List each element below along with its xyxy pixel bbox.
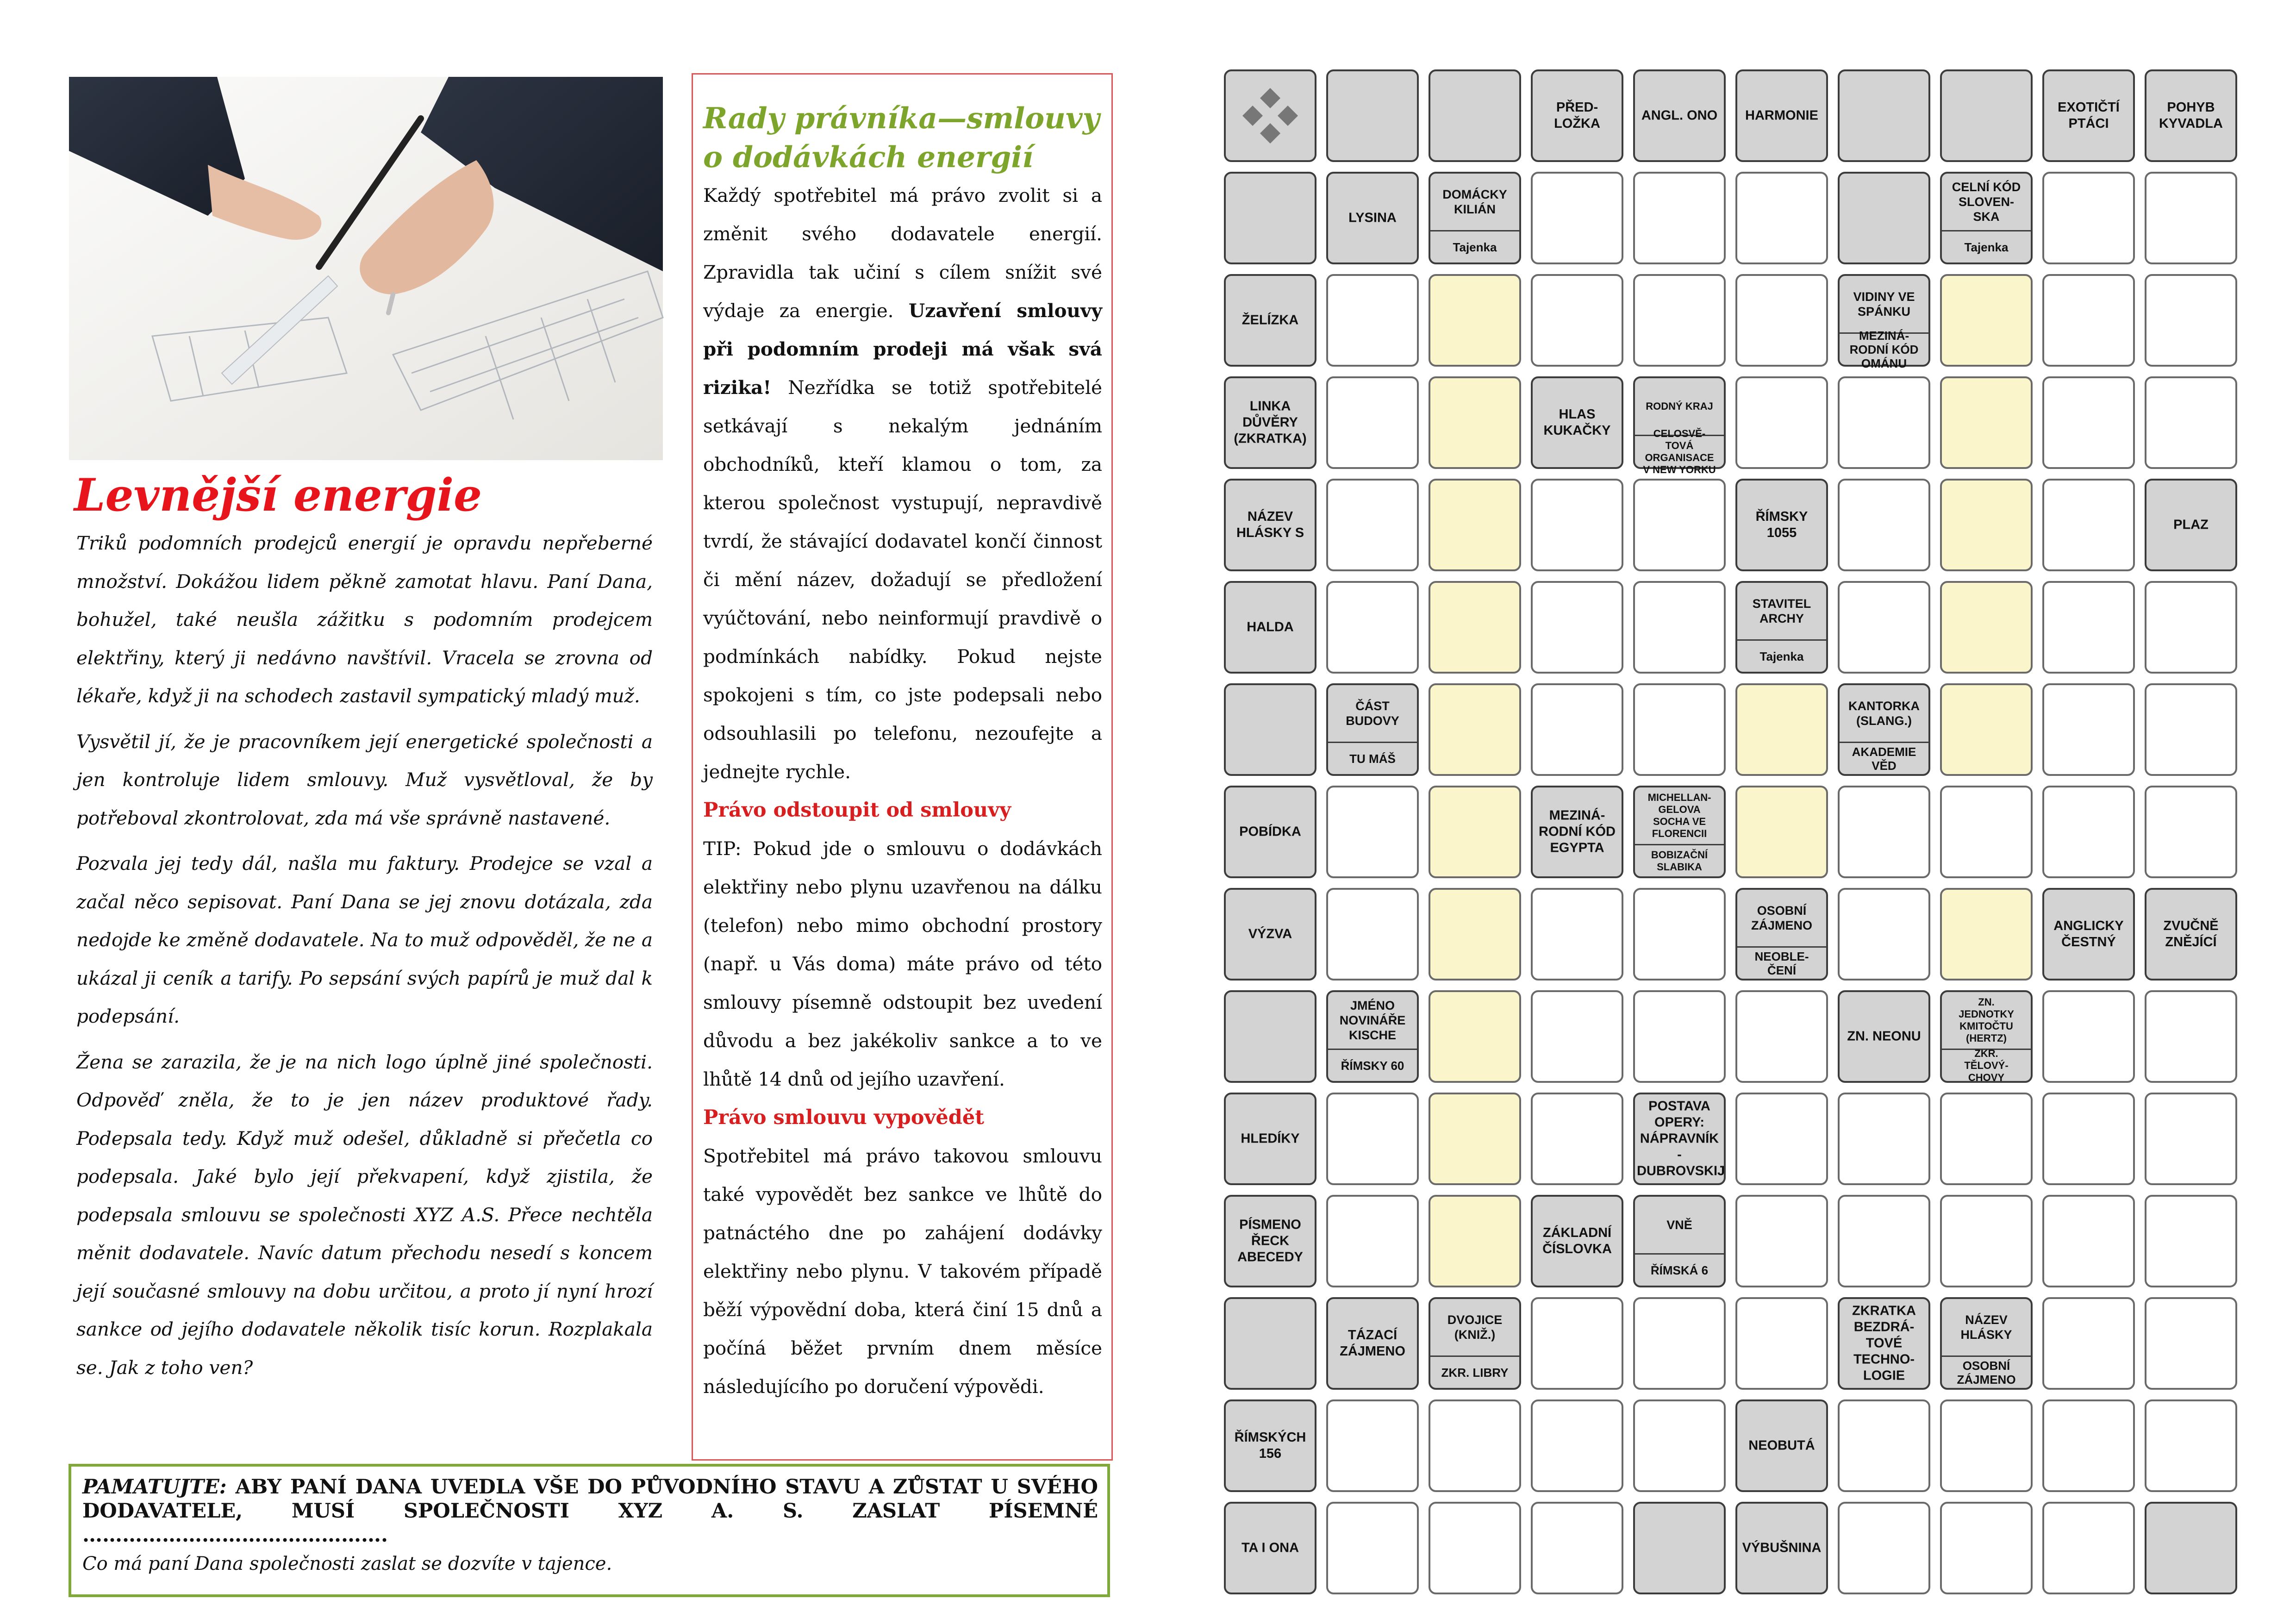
clue-text-bottom: Tajenka [1453, 240, 1497, 254]
logo-diamond [1260, 123, 1280, 144]
clue-text: LINKA DŮVĚRY (ZKRATKA) [1234, 399, 1307, 446]
answer-cell[interactable] [2145, 683, 2237, 776]
answer-cell[interactable] [1633, 1399, 1726, 1492]
remember-statement [82, 1475, 1098, 1523]
clue-text-top: NÁZEV HLÁSKY [1942, 1299, 2031, 1357]
solution-cell[interactable] [1735, 683, 1828, 776]
clue-cell [1224, 1093, 1316, 1185]
clue-cell [1224, 274, 1316, 367]
answer-cell[interactable] [2042, 274, 2135, 367]
answer-cell[interactable] [1940, 786, 2033, 878]
answer-cell[interactable] [1735, 1093, 1828, 1185]
blank-clue-cell [1838, 69, 1930, 162]
clue-text: HLEDÍKY [1241, 1131, 1300, 1146]
terminate-text: Spotřebitel má právo takovou smlouvu také vypovědět bez sankce ve lhůtě do patnáctého dne po zahájení dodávky elektřiny nebo plynu. V takovém případě běží výpovědní doba, která činí 15 dnů a počíná běžet prvním dnem měsíce následujícího po doručení výpovědi. [703, 1145, 1102, 1398]
clue-cell [1838, 1297, 1930, 1390]
clue-text-top: VNĚ [1635, 1197, 1724, 1255]
clue-text: POHYB KYVADLA [2159, 100, 2223, 131]
clue-text: LYSINA [1348, 210, 1397, 225]
answer-cell[interactable] [1326, 888, 1419, 981]
double-clue-cell [1429, 172, 1521, 264]
answer-cell[interactable] [1326, 1195, 1419, 1287]
clue-cell [1735, 1399, 1828, 1492]
clue-text: HARMONIE [1745, 108, 1818, 123]
clue-cell [1633, 1093, 1726, 1185]
clue-text: POBÍDKA [1239, 824, 1301, 839]
clue-text: PÍSMENO ŘECK ABECEDY [1237, 1217, 1303, 1265]
answer-cell[interactable] [2042, 1093, 2135, 1185]
answer-cell[interactable] [1531, 1502, 1623, 1594]
answer-cell[interactable] [1633, 990, 1726, 1083]
clue-text: HALDA [1247, 619, 1294, 635]
answer-cell[interactable] [1633, 683, 1726, 776]
answer-cell[interactable] [1940, 1195, 2033, 1287]
solution-cell[interactable] [1429, 376, 1521, 469]
clue-cell [1224, 1195, 1316, 1287]
double-clue-cell [1838, 274, 1930, 370]
answer-cell[interactable] [1326, 1093, 1419, 1185]
clue-cell [1531, 376, 1623, 469]
remember-question: Co má paní Dana společnosti zaslat se dozvíte v tajence. [82, 1553, 612, 1574]
clue-text-bottom: MEZINÁ- RODNÍ KÓD OMÁNU [1849, 328, 1919, 370]
double-clue-cell [1633, 786, 1726, 878]
clue-text-bottom: Tajenka [1759, 649, 1804, 663]
solution-cell[interactable] [1735, 786, 1828, 878]
advice-intro-text: Každý spotřebitel má právo zvolit si a změnit svého dodavatele energií. Zpravidla tak učiní s cílem snížit své výdaje za energie. [703, 184, 1102, 322]
answer-cell[interactable] [1326, 479, 1419, 571]
blank-clue-cell [1838, 172, 1930, 264]
answer-cell[interactable] [1735, 1297, 1828, 1390]
diamond-logo-icon [1226, 71, 1315, 160]
advice-intro-text-cont: Nezřídka se totiž spotřebitelé setkávají s nekalým jednáním obchodníků, kteří klamou o tom, za kterou společnost vystupují, nepravdivě tvrdí, že stávající dodavatel končí činnost či mění název, dožadují se předložení vyúčtování, nebo neinformují pravdivě o podmínkách nabídky. Pokud nejste spokojeni s tím, co jste podepsali nebo odsouhlasili po telefonu, nezoufejte a jednejte rychle. [703, 376, 1102, 783]
answer-cell[interactable] [2145, 1399, 2237, 1492]
blank-clue-cell [1633, 1502, 1726, 1594]
answer-cell[interactable] [2145, 274, 2237, 367]
advice-title: Rady právníka—smlouvy o dodávkách energií [703, 101, 1100, 174]
article-photo [69, 77, 663, 460]
solution-cell[interactable] [1940, 479, 2033, 571]
clue-text-bottom: AKADEMIE VĚD [1852, 744, 1916, 773]
double-clue-cell [1735, 888, 1828, 981]
blank-clue-cell [1224, 172, 1316, 264]
answer-cell[interactable] [2042, 786, 2135, 878]
clue-text: TA I ONA [1241, 1540, 1299, 1555]
answer-cell[interactable] [1735, 376, 1828, 469]
answer-cell[interactable] [1838, 888, 1930, 981]
clue-text-top: CELNÍ KÓD SLOVEN- SKA [1942, 174, 2031, 231]
clue-cell [2145, 888, 2237, 981]
clue-text-top: OSOBNÍ ZÁJMENO [1737, 890, 1826, 948]
clue-cell [1326, 172, 1419, 264]
double-clue-cell [1940, 990, 2033, 1083]
solution-cell[interactable] [1429, 786, 1521, 878]
answer-cell[interactable] [1838, 1093, 1930, 1185]
crossword-logo-cell [1224, 69, 1316, 162]
double-clue-cell [1940, 172, 2033, 264]
answer-cell[interactable] [1633, 581, 1726, 674]
answer-cell[interactable] [1838, 581, 1930, 674]
clue-cell [1531, 786, 1623, 878]
answer-cell[interactable] [1940, 1399, 2033, 1492]
clue-cell [1224, 888, 1316, 981]
answer-cell[interactable] [1633, 888, 1726, 981]
clue-text: PŘED- LOŽKA [1554, 100, 1600, 131]
clue-text: ŘÍMSKÝCH 156 [1234, 1430, 1306, 1461]
answer-cell[interactable] [2042, 1195, 2135, 1287]
clue-text-top: VIDINY VE SPÁNKU [1840, 276, 1928, 334]
clue-cell [1224, 376, 1316, 469]
blank-clue-cell [1429, 69, 1521, 162]
clue-cell [1735, 1502, 1828, 1594]
clue-cell [2042, 69, 2135, 162]
clue-text: PLAZ [2173, 517, 2209, 532]
answer-cell[interactable] [2042, 376, 2135, 469]
clue-cell [1838, 990, 1930, 1083]
clue-text: ZN. NEONU [1847, 1029, 1921, 1044]
answer-cell[interactable] [1838, 479, 1930, 571]
solution-cell[interactable] [1429, 581, 1521, 674]
double-clue-cell [1326, 990, 1419, 1083]
answer-cell[interactable] [2145, 581, 2237, 674]
blank-clue-cell [1224, 1297, 1316, 1390]
clue-text: NÁZEV HLÁSKY S [1236, 509, 1304, 540]
answer-cell[interactable] [1633, 1297, 1726, 1390]
article-body [76, 524, 653, 1394]
solution-cell[interactable] [1940, 581, 2033, 674]
photo-hands-drawing [69, 77, 663, 460]
clue-text: ANGLICKY ČESTNÝ [2053, 918, 2124, 949]
clue-text-top: DOMÁCKY KILIÁN [1430, 174, 1519, 231]
clue-text-bottom: ŘÍMSKY 60 [1341, 1058, 1404, 1073]
clue-text: HLAS KUKAČKY [1543, 407, 1611, 438]
terminate-heading: Právo smlouvu vypovědět [703, 1106, 985, 1129]
clue-text-bottom: ŘÍMSKÁ 6 [1650, 1263, 1709, 1277]
blank-clue-cell [1326, 69, 1419, 162]
clue-cell [1224, 786, 1316, 878]
article-paragraph: Vysvětil jí, že je pracovníkem její energetické společnosti a jen kontroluje lidem smlouvy. Muž vysvětloval, že by potřeboval zkontrolovat, zda má vše správně nastavené. [76, 730, 653, 829]
answer-cell[interactable] [1838, 786, 1930, 878]
answer-cell[interactable] [2042, 683, 2135, 776]
answer-cell[interactable] [1633, 479, 1726, 571]
double-clue-cell [1633, 376, 1726, 475]
clue-text: ANGL. ONO [1641, 108, 1718, 123]
clue-text-top: RODNÝ KRAJ [1635, 378, 1724, 436]
article-title: Levnější energie [74, 469, 482, 521]
clue-cell [1224, 1502, 1316, 1594]
answer-cell[interactable] [1838, 1399, 1930, 1492]
clue-cell [2145, 69, 2237, 162]
answer-cell[interactable] [1429, 1502, 1521, 1594]
answer-cell[interactable] [1735, 172, 1828, 264]
clue-text-top: DVOJICE (KNIŽ.) [1430, 1299, 1519, 1357]
lawyer-advice-box [692, 73, 1113, 1461]
clue-cell [1735, 69, 1828, 162]
withdraw-heading: Právo odstoupit od smlouvy [703, 799, 1011, 822]
clue-text-top: ČÁST BUDOVY [1328, 685, 1417, 743]
answer-cell[interactable] [1838, 1502, 1930, 1594]
answer-cell[interactable] [1838, 1195, 1930, 1287]
clue-cell [1531, 69, 1623, 162]
answer-cell[interactable] [1531, 683, 1623, 776]
clue-cell [1326, 1297, 1419, 1390]
answer-cell[interactable] [2042, 172, 2135, 264]
answer-cell[interactable] [1735, 990, 1828, 1083]
answer-cell[interactable] [2145, 376, 2237, 469]
blank-clue-cell [1224, 990, 1316, 1083]
remember-text: ABY PANÍ DANA UVEDLA VŠE DO PŮVODNÍHO STAVU A ZŮSTAT U SVÉHO DODAVATELE, MUSÍ SPOLEČNOSTI XYZ A. S. ZASLAT PÍSEMNÉ [82, 1475, 1098, 1523]
clue-text-bottom: ZKR. LIBRY [1441, 1365, 1509, 1380]
clue-cell [1633, 69, 1726, 162]
logo-diamond [1242, 106, 1263, 126]
solution-cell[interactable] [1940, 683, 2033, 776]
clue-text-top: MICHELLAN- GELOVA SOCHA VE FLORENCII [1635, 787, 1724, 845]
answer-cell[interactable] [1940, 1502, 2033, 1594]
blank-clue-cell [2145, 1502, 2237, 1594]
solution-cell[interactable] [1429, 274, 1521, 367]
answer-cell[interactable] [1531, 888, 1623, 981]
clue-cell [1735, 479, 1828, 571]
blank-clue-cell [1224, 683, 1316, 776]
clue-text: VÝZVA [1248, 926, 1292, 942]
answer-cell[interactable] [2042, 581, 2135, 674]
clue-text: ZVUČNĚ ZNĚJÍCÍ [2163, 918, 2219, 949]
answer-cell[interactable] [1531, 479, 1623, 571]
double-clue-cell [1633, 1195, 1726, 1287]
answer-cell[interactable] [1326, 786, 1419, 878]
advice-intro [703, 176, 1102, 791]
withdraw-text: TIP: Pokud jde o smlouvu o dodávkách elektřiny nebo plynu uzavřenou na dálku (telefon) nebo mimo obchodní prostory (např. u Vás doma) máte právo od této smlouvy písemně odstoupit bez uvedení důvodu a bez jakékoliv sankce a to ve lhůtě 14 dnů od jejího uzavření. [703, 837, 1102, 1090]
clue-text-top: JMÉNO NOVINÁŘE KISCHE [1328, 992, 1417, 1050]
solution-cell[interactable] [1429, 1195, 1521, 1287]
clue-text: NEOBUTÁ [1748, 1438, 1815, 1453]
double-clue-cell [1838, 683, 1930, 776]
answer-cell[interactable] [2042, 1297, 2135, 1390]
solution-cell[interactable] [1429, 888, 1521, 981]
answer-cell[interactable] [1429, 1399, 1521, 1492]
solution-cell[interactable] [1429, 683, 1521, 776]
solution-cell[interactable] [1429, 990, 1521, 1083]
answer-cell[interactable] [1838, 376, 1930, 469]
article-paragraph: Triků podomních prodejců energií je opravdu nepřeberné množství. Dokážou lidem pěkně zamotat hlavu. Paní Dana, bohužel, také neušla zážitku s podomním prodejcem elektřiny, který ji nedávno navštívil. Vracela se zrovna od lékaře, když ji na schodech zastavil sympatický mladý muž. [76, 532, 653, 707]
answer-cell[interactable] [2042, 1399, 2135, 1492]
clue-text-bottom: NEOBLE- ČENÍ [1754, 949, 1809, 977]
advice-intro-warning: Uzavření smlouvy při podomním prodeji má však svá rizika! [703, 300, 1103, 399]
answer-cell[interactable] [2042, 990, 2135, 1083]
answer-cell[interactable] [1326, 1399, 1419, 1492]
answer-cell[interactable] [2145, 990, 2237, 1083]
clue-text: ZÁKLADNÍ ČÍSLOVKA [1542, 1225, 1612, 1256]
answer-cell[interactable] [1531, 274, 1623, 367]
solution-cell[interactable] [1940, 888, 2033, 981]
answer-cell[interactable] [2042, 1502, 2135, 1594]
clue-text: ŘÍMSKY 1055 [1755, 509, 1808, 540]
answer-cell[interactable] [1940, 1093, 2033, 1185]
answer-cell[interactable] [2042, 479, 2135, 571]
article-paragraph: Žena se zarazila, že je na nich logo úplně jiné společnosti. Odpověď zněla, že to je jen název produktové řady. Podepsala tedy. Když muž odešel, důkladně si přečetla co podepsala. Jaké bylo její překvapení, když zjistila, že podepsala smlouvu se společnosti XYZ A.S. Přece nechtěla měnit dodavatele. Navíc datum přechodu nesedí s koncem její současné smlouvy na dobu určitou, a proto jí nyní hrozí sankce od jejího dodavatele několik tisíc korun. Rozplakala se. Jak z toho ven? [76, 1050, 653, 1379]
article-paragraph: Pozvala jej tedy dál, našla mu faktury. Prodejce se vzal a začal něco sepisovat. Paní Dana se jej znovu dotázala, zda nedojde ke změně dodavatele. Na to muž odpověděl, že ne a ukázal ji ceník a tarify. Po sepsání svých papírů je muž dal k podepsání. [76, 852, 653, 1027]
clue-cell [1531, 1195, 1623, 1287]
answer-cell[interactable] [1531, 1093, 1623, 1185]
clue-text-bottom: BOBIZAČNÍ SLABIKA [1651, 849, 1708, 873]
answer-cell[interactable] [1531, 1399, 1623, 1492]
remember-box [69, 1464, 1110, 1597]
clue-text-top: STAVITEL ARCHY [1737, 583, 1826, 641]
logo-diamond [1260, 88, 1280, 108]
answer-cell[interactable] [1326, 581, 1419, 674]
answer-cell[interactable] [1326, 376, 1419, 469]
remember-blank: ………………………………………. [82, 1524, 388, 1547]
clue-text: MEZINÁ- RODNÍ KÓD EGYPTA [1539, 808, 1616, 856]
answer-cell[interactable] [1735, 1195, 1828, 1287]
answer-cell[interactable] [1531, 172, 1623, 264]
clue-text: ZKRATKA BEZDRÁ- TOVÉ TECHNO- LOGIE [1852, 1303, 1916, 1383]
clue-text: EXOTIČTÍ PTÁCI [2058, 100, 2120, 131]
clue-text-bottom: OSOBNÍ ZÁJMENO [1957, 1358, 2016, 1387]
answer-cell[interactable] [2145, 1195, 2237, 1287]
solution-cell[interactable] [1940, 274, 2033, 367]
clue-cell [1224, 479, 1316, 571]
clue-text: ŽELÍZKA [1242, 312, 1299, 328]
double-clue-cell [1326, 683, 1419, 776]
clue-cell [2145, 479, 2237, 571]
answer-cell[interactable] [2145, 1297, 2237, 1390]
solution-cell[interactable] [1429, 479, 1521, 571]
clue-cell [1224, 581, 1316, 674]
clue-text-bottom: CELOSVĚ- TOVÁ ORGANISACE V NEW YORKU [1643, 427, 1716, 475]
remember-label: PAMATUJTE: [82, 1475, 227, 1499]
answer-cell[interactable] [2145, 1093, 2237, 1185]
answer-cell[interactable] [2145, 172, 2237, 264]
clue-text-bottom: ZKR. TĚLOVÝ- CHOVY [1964, 1047, 2009, 1083]
solution-cell[interactable] [1940, 376, 2033, 469]
answer-cell[interactable] [2145, 786, 2237, 878]
clue-cell [1224, 1399, 1316, 1492]
answer-cell[interactable] [1326, 274, 1419, 367]
clue-text-top: KANTORKA (SLANG.) [1840, 685, 1928, 743]
clue-text-bottom: TU MÁŠ [1349, 751, 1396, 766]
answer-cell[interactable] [1531, 990, 1623, 1083]
answer-cell[interactable] [1633, 274, 1726, 367]
answer-cell[interactable] [1531, 1297, 1623, 1390]
clue-cell [2042, 888, 2135, 981]
clue-text: TÁZACÍ ZÁJMENO [1340, 1328, 1405, 1359]
clue-text-top: ZN. JEDNOTKY KMITOČTU (HERTZ) [1942, 992, 2031, 1050]
double-clue-cell [1940, 1297, 2033, 1390]
logo-diamond [1278, 106, 1298, 126]
blank-clue-cell [1940, 69, 2033, 162]
answer-cell[interactable] [1735, 274, 1828, 367]
clue-text: VÝBUŠNINA [1742, 1540, 1822, 1555]
answer-cell[interactable] [1326, 1502, 1419, 1594]
double-clue-cell [1735, 581, 1828, 674]
solution-cell[interactable] [1429, 1093, 1521, 1185]
clue-text-bottom: Tajenka [1964, 240, 2009, 254]
answer-cell[interactable] [1531, 581, 1623, 674]
answer-cell[interactable] [1633, 172, 1726, 264]
double-clue-cell [1429, 1297, 1521, 1390]
clue-text: POSTAVA OPERY: NÁPRAVNÍK - DUBROVSKIJ [1637, 1099, 1725, 1179]
